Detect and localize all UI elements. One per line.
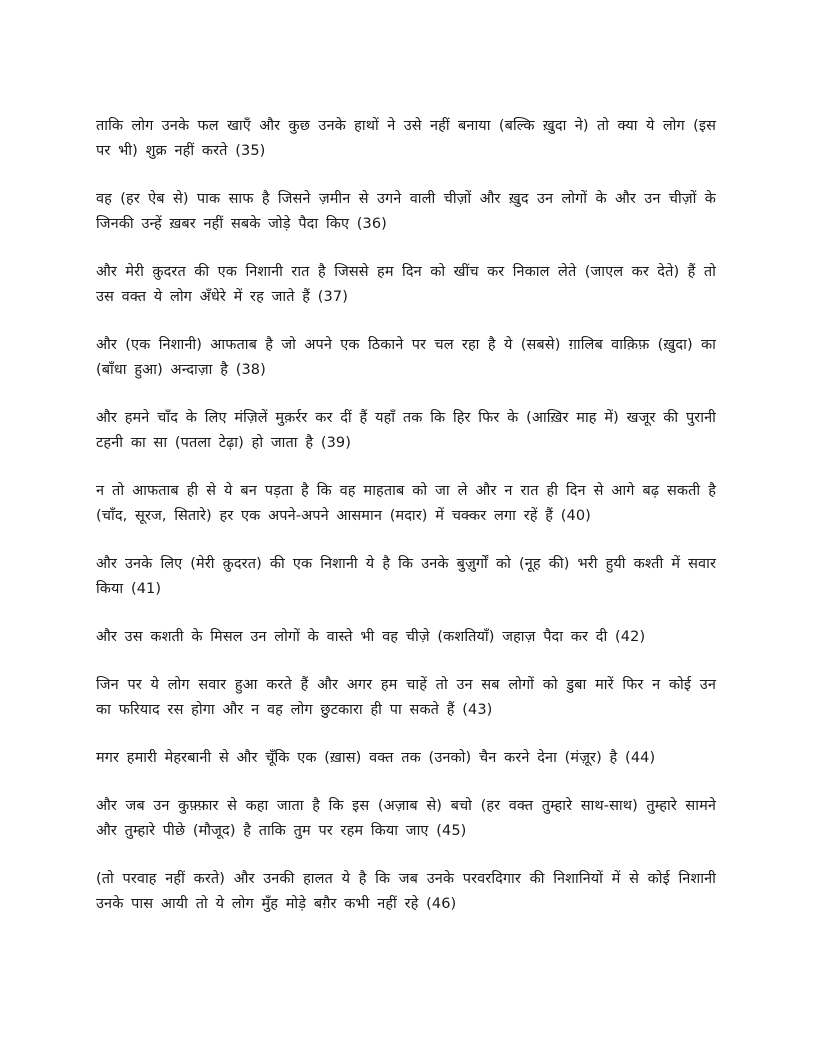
verse-46: (तो परवाह नहीं करते) और उनकी हालत ये है कि जब उनके परवरदिगार की निशानियों में से कोई निशानी उनके पास आयी तो ये लोग मुँह मोड़े बग़ैर कभी नहीं रहे (46) [96,871,716,912]
verse-44: मगर हमारी मेहरबानी से और चूँकि एक (ख़ास) वक्त तक (उनको) चैन करने देना (मंज़ूर) है (44) [96,750,656,766]
verse-37: और मेरी क़ुदरत की एक निशानी रात है जिससे हम दिन को खींच कर निकाल लेते (जाएल कर देते) हैं तो उस वक्त ये लोग अँधेरे में रह जाते हैं (37) [96,264,716,305]
verse-38: और (एक निशानी) आफताब है जो अपने एक ठिकाने पर चल रहा है ये (सबसे) ग़ालिब वाक़िफ़ (ख़ुदा) का (बाँधा हुआ) अन्दाज़ा है (38) [96,337,716,378]
verse-36: वह (हर ऐब से) पाक साफ है जिसने ज़मीन से उगने वाली चीज़ों और ख़ुद उन लोगों के और उन चीज़ों के जिनकी उन्हें ख़बर नहीं सबके जोड़े पैदा किए (36) [96,191,716,232]
document-page [96,114,716,940]
verse-40: न तो आफताब ही से ये बन पड़ता है कि वह माहताब को जा ले और न रात ही दिन से आगे बढ़ सकती है (चाँद, सूरज, सितारे) हर एक अपने-अपने आसमान (मदार) में चक्कर लगा रहें हैं (40) [96,483,716,524]
verse-42: और उस कशती के मिसल उन लोगों के वास्ते भी वह चीज़े (कशतियाँ) जहाज़ पैदा कर दी (42) [96,629,646,645]
verse-43: जिन पर ये लोग सवार हुआ करते हैं और अगर हम चाहें तो उन सब लोगों को डुबा मारें फिर न कोई उन का फरियाद रस होगा और न वह लोग छुटकारा ही पा सकते हैं (43) [96,677,716,718]
verse-39: और हमने चाँद के लिए मंज़िलें मुक़र्रर कर दीं हैं यहाँ तक कि हिर फिर के (आख़िर माह में) खजूर की पुरानी टहनी का सा (पतला टेढ़ा) हो जाता है (39) [96,410,716,451]
verse-41: और उनके लिए (मेरी क़ुदरत) की एक निशानी ये है कि उनके बुज़ुर्गों को (नूह की) भरी हुयी कश्ती में सवार किया (41) [96,556,716,597]
verse-35: ताकि लोग उनके फल खाएँ और कुछ उनके हाथों ने उसे नहीं बनाया (बल्कि ख़ुदा ने) तो क्या ये लोग (इस पर भी) शुक्र नहीं करते (35) [96,118,716,159]
verse-45: और जब उन कुफ़्फ़ार से कहा जाता है कि इस (अज़ाब से) बचो (हर वक्त तुम्हारे साथ-साथ) तुम्हारे सामने और तुम्हारे पीछे (मौजूद) है ताकि तुम पर रहम किया जाए (45) [96,798,716,839]
